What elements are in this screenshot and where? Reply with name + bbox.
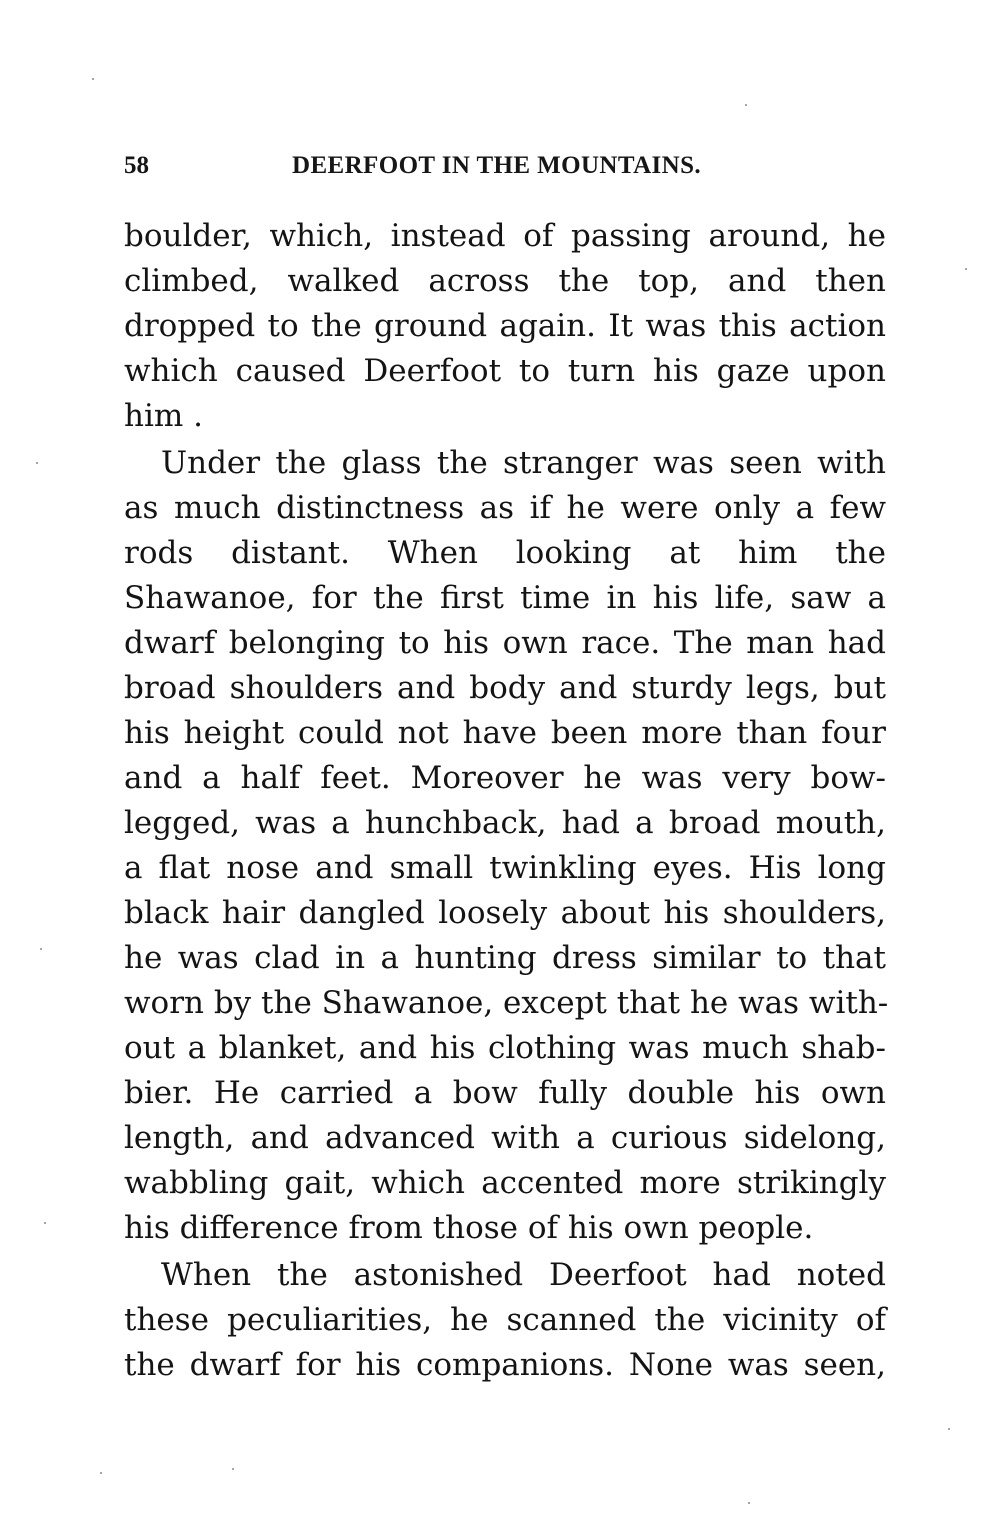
paragraph: [124, 441, 889, 1251]
scan-speck: [232, 1468, 234, 1470]
text-line: Under the glass the stranger was seen with: [161, 445, 886, 481]
text-line: climbed, walked across the top, and then: [124, 263, 886, 299]
text-line: a flat nose and small twinkling eyes. His long: [124, 850, 886, 886]
body-text: [124, 214, 889, 1388]
paragraph: [124, 1253, 886, 1388]
page-header: [124, 152, 886, 192]
text-line: these peculiarities, he scanned the vicinity of: [124, 1302, 886, 1338]
scan-speck: [100, 1472, 102, 1474]
scan-speck: [745, 104, 747, 106]
text-line: When the astonished Deerfoot had noted: [161, 1257, 886, 1293]
text-line: dwarf belonging to his own race. The man had: [124, 625, 886, 661]
text-line: worn by the Shawanoe, except that he was with-: [124, 985, 889, 1021]
text-line: rods distant. When looking at him the: [124, 535, 886, 571]
scan-speck: [948, 1428, 950, 1430]
text-line: which caused Deerfoot to turn his gaze upon: [124, 353, 886, 389]
text-line: broad shoulders and body and sturdy legs, but: [124, 670, 886, 706]
text-line: and a half feet. Moreover he was very bow-: [124, 760, 886, 796]
text-line: wabbling gait, which accented more strikingly: [124, 1165, 886, 1201]
text-line: he was clad in a hunting dress similar to that: [124, 940, 886, 976]
text-line: dropped to the ground again. It was this action: [124, 308, 886, 344]
scan-speck: [40, 948, 42, 950]
text-line: boulder, which, instead of passing around, he: [124, 218, 886, 254]
text-line: him .: [124, 398, 203, 434]
text-line: as much distinctness as if he were only a few: [124, 490, 886, 526]
page-number: 58: [124, 152, 149, 179]
text-line: out a blanket, and his clothing was much shab-: [124, 1030, 886, 1066]
running-title: DEERFOOT IN THE MOUNTAINS.: [292, 152, 702, 179]
text-line: length, and advanced with a curious sidelong,: [124, 1120, 886, 1156]
text-line: bier. He carried a bow fully double his own: [124, 1075, 886, 1111]
paragraph: [124, 214, 886, 439]
scan-speck: [92, 78, 94, 80]
scan-speck: [44, 1222, 46, 1224]
text-line: his difference from those of his own people.: [124, 1210, 814, 1246]
text-line: black hair dangled loosely about his shoulders,: [124, 895, 886, 931]
text-line: his height could not have been more than four: [124, 715, 886, 751]
scan-speck: [36, 462, 38, 464]
text-line: the dwarf for his companions. None was seen,: [124, 1347, 886, 1383]
text-line: Shawanoe, for the first time in his life, saw a: [124, 580, 886, 616]
scan-speck: [965, 268, 967, 270]
text-line: legged, was a hunchback, had a broad mouth,: [124, 805, 886, 841]
scan-speck: [748, 1502, 750, 1504]
